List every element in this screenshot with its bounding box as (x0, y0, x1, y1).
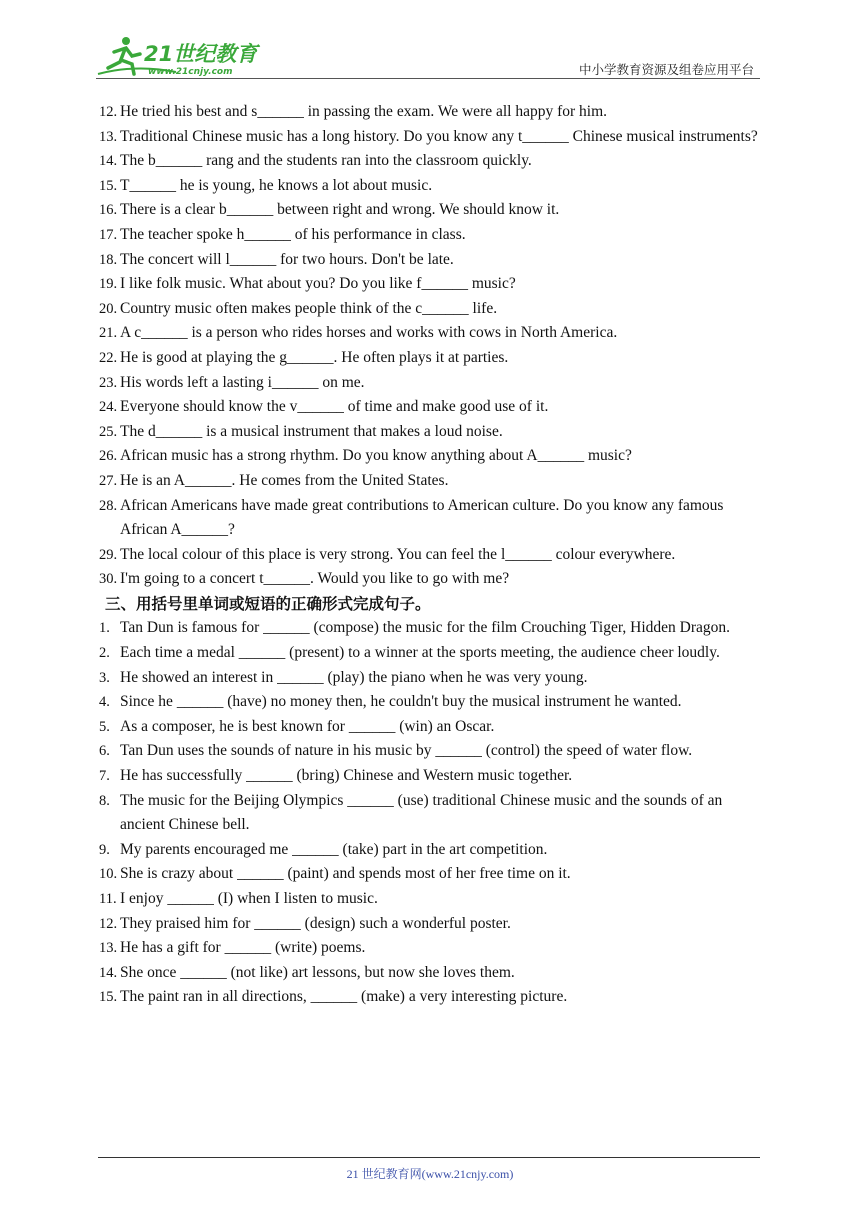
question-text: He has a gift for ______ (write) poems. (120, 939, 366, 957)
question-item (0, 469, 860, 494)
question-number: 29. (99, 546, 118, 563)
question-item (0, 346, 860, 371)
question-number: 14. (99, 964, 118, 981)
question-text: Traditional Chinese music has a long history. Do you know any t______ Chinese musical instruments? (120, 127, 758, 145)
question-number: 26. (99, 448, 118, 465)
question-item (0, 543, 860, 568)
question-text: There is a clear b______ between right and wrong. We should know it. (120, 201, 560, 219)
question-number: 2. (99, 645, 110, 662)
question-text: Since he ______ (have) no money then, he couldn't buy the musical instrument he wanted. (120, 693, 682, 711)
question-number: 27. (99, 472, 118, 489)
question-item (0, 715, 860, 740)
question-item (0, 297, 860, 322)
question-text: The music for the Beijing Olympics ______ (use) traditional Chinese music and the sounds of an ancient Chinese bell. (120, 791, 723, 834)
question-item (0, 494, 860, 543)
question-number: 10. (99, 866, 118, 883)
question-number: 21. (99, 325, 118, 342)
question-item (0, 616, 860, 641)
question-item (0, 223, 860, 248)
question-item (0, 272, 860, 297)
question-text: My parents encouraged me ______ (take) part in the art competition. (120, 840, 548, 858)
question-text: The teacher spoke h______ of his performance in class. (120, 225, 466, 243)
question-number: 16. (99, 202, 118, 219)
question-item (0, 739, 860, 764)
question-number: 23. (99, 374, 118, 391)
question-item (0, 248, 860, 273)
question-text: The paint ran in all directions, ______ (make) a very interesting picture. (120, 988, 568, 1006)
question-item (0, 862, 860, 887)
question-text: Country music often makes people think of the c______ life. (120, 299, 498, 317)
question-number: 9. (99, 841, 110, 858)
question-number: 25. (99, 423, 118, 440)
question-text: Everyone should know the v______ of time and make good use of it. (120, 398, 549, 416)
question-item (0, 641, 860, 666)
question-item (0, 321, 860, 346)
question-number: 12. (99, 915, 118, 932)
part3-list (0, 616, 860, 1010)
question-item (0, 149, 860, 174)
question-item (0, 198, 860, 223)
question-text: They praised him for ______ (design) such a wonderful poster. (120, 914, 511, 932)
question-number: 7. (99, 768, 110, 785)
question-item (0, 371, 860, 396)
question-text: She is crazy about ______ (paint) and spends most of her free time on it. (120, 865, 571, 883)
question-number: 6. (99, 743, 110, 760)
question-text: The local colour of this place is very strong. You can feel the l______ colour everywhere. (120, 545, 676, 563)
question-text: She once ______ (not like) art lessons, but now she loves them. (120, 963, 515, 981)
question-number: 4. (99, 694, 110, 711)
part2-list (0, 100, 860, 592)
question-number: 28. (99, 497, 118, 514)
question-number: 13. (99, 128, 118, 145)
question-text: A c______ is a person who rides horses and works with cows in North America. (120, 324, 618, 342)
question-text: Each time a medal ______ (present) to a winner at the sports meeting, the audience cheer loudly. (120, 644, 720, 662)
question-number: 30. (99, 571, 118, 588)
question-text: As a composer, he is best known for ______ (win) an Oscar. (120, 717, 495, 735)
question-item (0, 444, 860, 469)
page-header (96, 34, 760, 78)
footer-divider (98, 1157, 760, 1158)
question-item (0, 666, 860, 691)
question-item (0, 764, 860, 789)
question-text: He is an A______. He comes from the United States. (120, 471, 449, 489)
question-item (0, 789, 860, 838)
question-number: 5. (99, 718, 110, 735)
question-text: African music has a strong rhythm. Do you know anything about A______ music? (120, 447, 632, 465)
question-number: 3. (99, 669, 110, 686)
question-item (0, 838, 860, 863)
question-item (0, 420, 860, 445)
question-text: Tan Dun uses the sounds of nature in his music by ______ (control) the speed of water flow. (120, 742, 693, 760)
svg-text:21世纪教育: 21世纪教育 (144, 42, 258, 66)
question-number: 13. (99, 940, 118, 957)
question-number: 15. (99, 177, 118, 194)
question-number: 20. (99, 300, 118, 317)
question-text: He has successfully ______ (bring) Chinese and Western music together. (120, 767, 573, 785)
question-number: 1. (99, 620, 110, 637)
question-text: He is good at playing the g______. He often plays it at parties. (120, 348, 509, 366)
logo (96, 34, 266, 78)
question-item (0, 961, 860, 986)
question-text: The concert will l______ for two hours. Don't be late. (120, 250, 454, 268)
question-number: 22. (99, 349, 118, 366)
question-text: I'm going to a concert t______. Would you like to go with me? (120, 570, 510, 588)
question-number: 19. (99, 276, 118, 293)
question-item (0, 567, 860, 592)
question-number: 8. (99, 792, 110, 809)
svg-text:www.21cnjy.com: www.21cnjy.com (148, 67, 233, 77)
question-text: He tried his best and s______ in passing the exam. We were all happy for him. (120, 103, 608, 120)
question-item (0, 125, 860, 150)
question-text: I like folk music. What about you? Do you like f______ music? (120, 275, 516, 293)
question-text: His words left a lasting i______ on me. (120, 373, 365, 391)
question-number: 17. (99, 226, 118, 243)
question-number: 11. (99, 891, 117, 907)
footer-text: 21 世纪教育网(www.21cnjy.com) (346, 1167, 514, 1181)
question-number: 14. (99, 153, 118, 170)
question-text: The b______ rang and the students ran into the classroom quickly. (120, 152, 532, 170)
question-number: 18. (99, 251, 118, 268)
question-text: I enjoy ______ (I) when I listen to music. (120, 890, 378, 907)
question-number: 24. (99, 399, 118, 416)
question-item (0, 174, 860, 199)
question-item (0, 912, 860, 937)
question-item (0, 936, 860, 961)
header-tagline: 中小学教育资源及组卷应用平台 (578, 62, 754, 77)
exercise-content (0, 100, 860, 1010)
question-number: 12. (99, 104, 118, 120)
header-divider (96, 78, 760, 79)
question-text: He showed an interest in ______ (play) the piano when he was very young. (120, 668, 588, 686)
question-item (0, 100, 860, 125)
question-item (0, 690, 860, 715)
question-text: Tan Dun is famous for ______ (compose) the music for the film Crouching Tiger, Hidden Dragon. (120, 619, 731, 637)
question-text: The d______ is a musical instrument that makes a loud noise. (120, 422, 503, 440)
question-item (0, 985, 860, 1010)
question-text: T______ he is young, he knows a lot about music. (120, 176, 433, 194)
question-number: 15. (99, 989, 118, 1006)
question-item (0, 395, 860, 420)
section3-title: 三、用括号里单词或短语的正确形式完成句子。 (105, 594, 431, 613)
question-item (0, 887, 860, 912)
question-text: African Americans have made great contributions to American culture. Do you know any famous African A______? (120, 496, 724, 539)
